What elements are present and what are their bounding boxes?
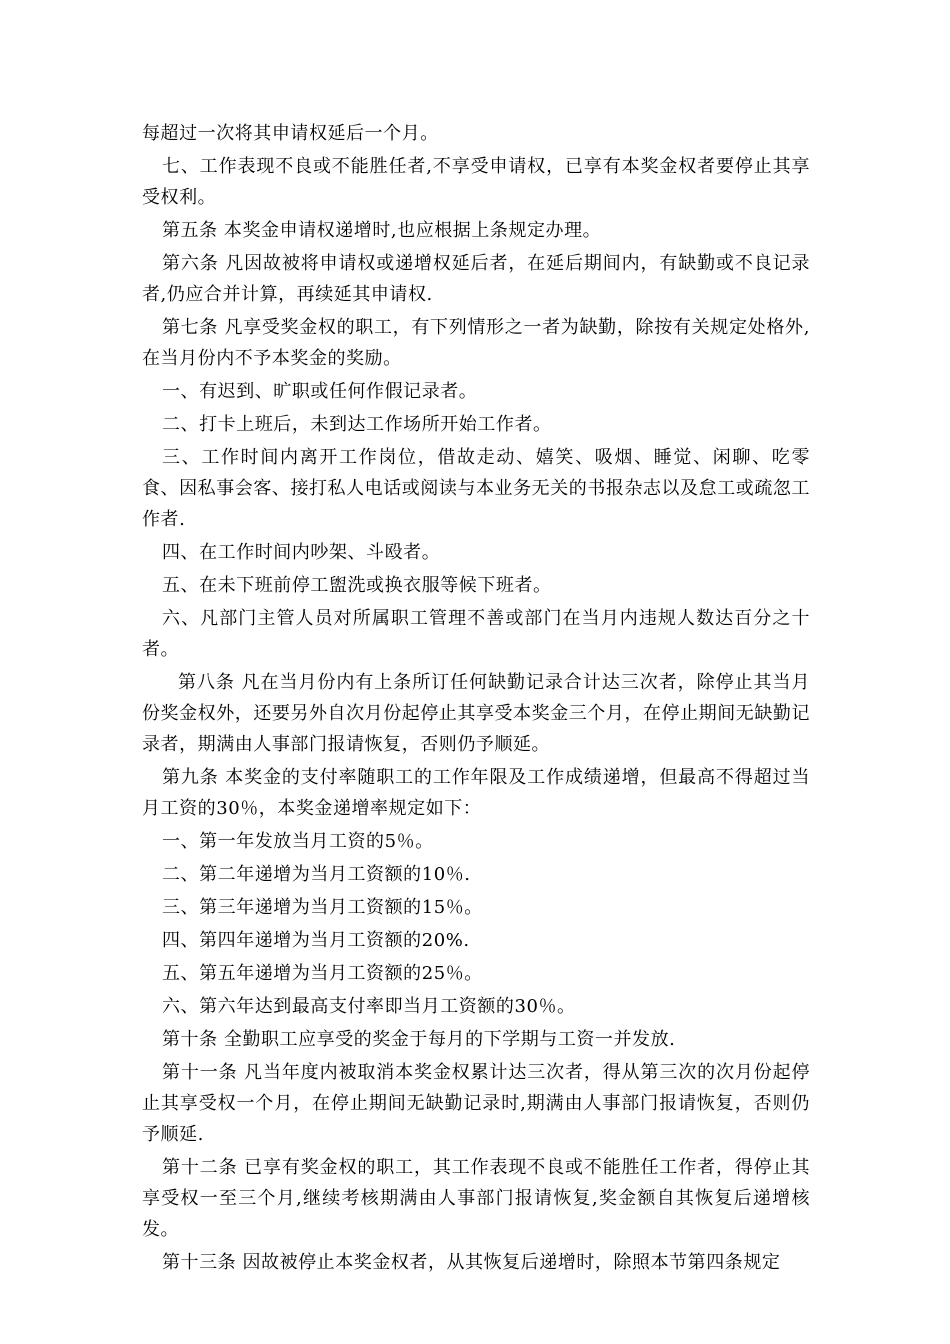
list-item: 一、有迟到、旷职或任何作假记录者。 bbox=[162, 381, 478, 402]
article-10: 第十条 全勤职工应享受的奖金于每月的下学期与工资一并发放. bbox=[162, 1029, 676, 1050]
article-12: 第十二条 已享有奖金权的职工，其工作表现不良或不能胜任工作者，得停止其享受权一至三个月,继续考核期满由人事部门报请恢复,奖金额自其恢复后递增核发。 bbox=[142, 1157, 810, 1240]
paragraph: 七、工作表现不良或不能胜任者,不享受申请权，已享有本奖金权者要停止其享受权利。 bbox=[142, 156, 810, 208]
article-5: 第五条 本奖金申请权递增时,也应根据上条规定办理。 bbox=[162, 220, 602, 241]
list-item: 二、第二年递增为当月工资额的10％. bbox=[162, 864, 471, 885]
list-item: 五、第五年递增为当月工资额的25％。 bbox=[162, 963, 483, 984]
list-item: 一、第一年发放当月工资的5％。 bbox=[162, 831, 434, 852]
article-13: 第十三条 因故被停止本奖金权者，从其恢复后递增时，除照本节第四条规定 bbox=[162, 1252, 781, 1273]
list-item: 四、第四年递增为当月工资额的20%. bbox=[162, 930, 470, 951]
article-8: 第八条 凡在当月份内有上条所订任何缺勤记录合计达三次者，除停止其当月份奖金权外，还要另外自次月份起停止其享受本奖金三个月，在停止期间无缺勤记录者，期满由人事部门报请恢复，否则仍予顺延。 bbox=[142, 672, 810, 755]
article-6: 第六条 凡因故被将申请权或递增权延后者，在延后期间内，有缺勤或不良记录者,仍应合并计算，再续延其申请权. bbox=[142, 253, 810, 305]
document-body bbox=[142, 118, 810, 1280]
article-9: 第九条 本奖金的支付率随职工的工作年限及工作成绩递增，但最高不得超过当月工资的30％，本奖金递增率规定如下： bbox=[142, 767, 810, 819]
list-item: 二、打卡上班后，未到达工作场所开始工作者。 bbox=[162, 414, 552, 435]
article-7: 第七条 凡享受奖金权的职工，有下列情形之一者为缺勤，除按有关规定处格外,在当月份内不予本奖金的奖励。 bbox=[142, 317, 810, 369]
list-item: 四、在工作时间内吵架、斗殴者。 bbox=[162, 542, 441, 563]
list-item: 三、工作时间内离开工作岗位，借故走动、嬉笑、吸烟、睡觉、闲聊、吃零食、因私事会客、接打私人电话或阅读与本业务无关的书报杂志以及怠工或疏忽工作者. bbox=[142, 447, 810, 530]
list-item: 三、第三年递增为当月工资额的15％。 bbox=[162, 897, 483, 918]
paragraph: 每超过一次将其申请权延后一个月。 bbox=[142, 123, 439, 144]
list-item: 五、在未下班前停工盥洗或换衣服等候下班者。 bbox=[162, 575, 552, 596]
list-item: 六、第六年达到最高支付率即当月工资额的30％。 bbox=[162, 996, 576, 1017]
article-11: 第十一条 凡当年度内被取消本奖金权累计达三次者，得从第三次的次月份起停止其享受权一个月，在停止期间无缺勤记录时,期满由人事部门报请恢复，否则仍予顺延. bbox=[142, 1062, 810, 1145]
list-item: 六、凡部门主管人员对所属职工管理不善或部门在当月内违规人数达百分之十者。 bbox=[142, 608, 810, 660]
